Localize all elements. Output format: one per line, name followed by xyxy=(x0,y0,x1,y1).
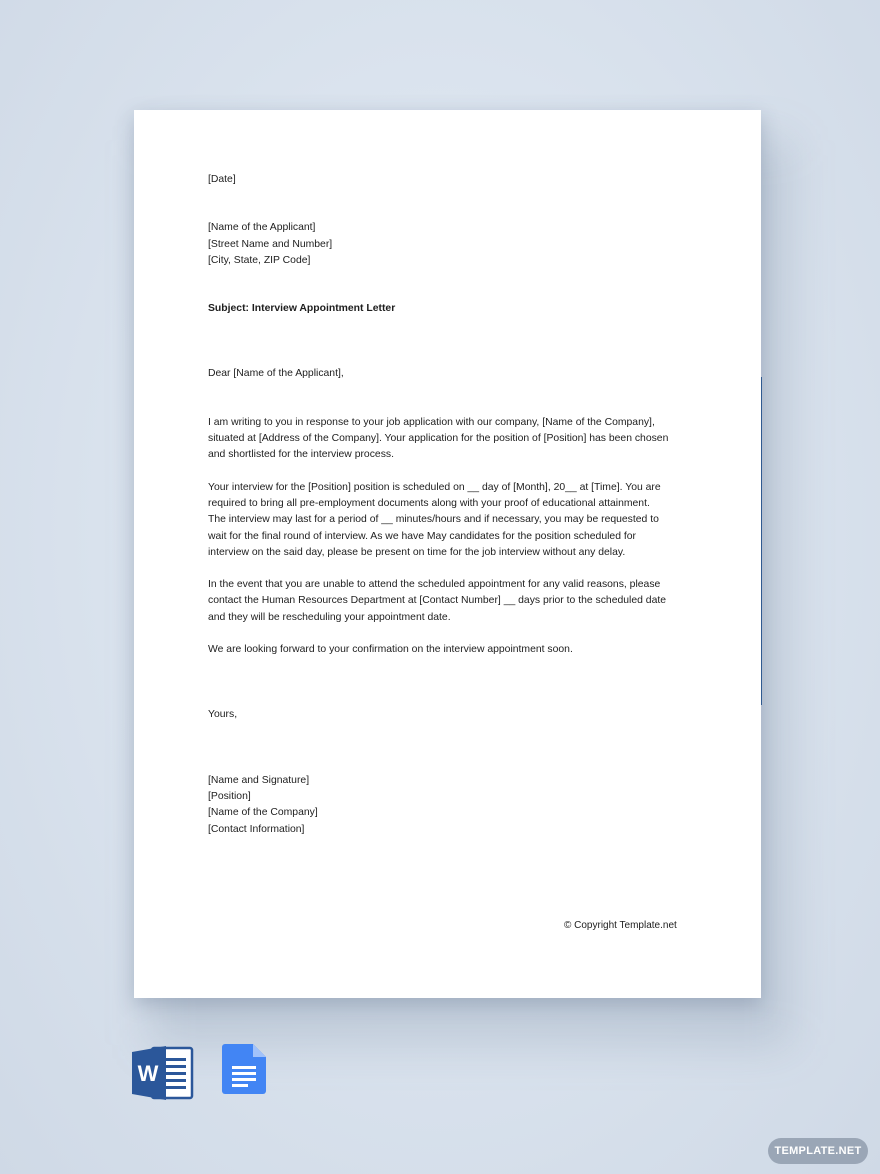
closing: Yours, xyxy=(208,709,238,721)
signature-line: [Name of the Company] xyxy=(208,807,318,819)
paragraph-line: situated at [Address of the Company]. Your application for the position of [Position] has been chosen xyxy=(208,433,669,445)
paragraph-4 xyxy=(208,642,694,658)
paragraph-line: I am writing to you in response to your job application with our company, [Name of the Company], xyxy=(208,416,655,428)
spacer xyxy=(208,626,694,642)
spacer xyxy=(208,269,694,301)
spacer xyxy=(208,724,694,773)
signature-line: [Position] xyxy=(208,790,251,802)
address-line: [City, State, ZIP Code] xyxy=(208,254,311,266)
paragraph-1 xyxy=(208,415,694,464)
subject-line: Subject: Interview Appointment Letter xyxy=(208,303,396,315)
word-letter: W xyxy=(137,1061,159,1086)
spacer xyxy=(208,188,694,220)
spacer xyxy=(208,464,694,480)
letter-page xyxy=(134,110,761,998)
paragraph-line: and they will be rescheduling your appointment date. xyxy=(208,611,451,623)
spacer xyxy=(208,383,694,415)
signature-block xyxy=(208,773,694,838)
paragraph-line: interview on the said day, please be present on time for the job interview without any delay. xyxy=(208,546,626,558)
paragraph-line: wait for the final round of interview. As we have May candidates for the position scheduled for xyxy=(208,530,636,542)
paragraph-line: In the event that you are unable to attend the scheduled appointment for any valid reasons, please xyxy=(208,579,661,591)
signature-line: [Name and Signature] xyxy=(208,774,310,786)
salutation: Dear [Name of the Applicant], xyxy=(208,368,344,380)
signature-line: [Contact Information] xyxy=(208,823,305,835)
paragraph-line: The interview may last for a period of __ minutes/hours and if necessary, you may be requested to xyxy=(208,514,659,526)
paragraph-2 xyxy=(208,480,694,561)
google-docs-icon[interactable] xyxy=(222,1044,268,1094)
address-line: [Street Name and Number] xyxy=(208,238,333,250)
paragraph-line: We are looking forward to your confirmation on the interview appointment soon. xyxy=(208,644,573,656)
spacer xyxy=(208,658,694,707)
microsoft-word-icon[interactable] xyxy=(132,1044,194,1102)
letter-body xyxy=(208,172,694,838)
paragraph-line: required to bring all pre-employment documents along with your proof of educational attainment. xyxy=(208,497,650,509)
date-line: [Date] xyxy=(208,174,236,185)
spacer xyxy=(208,561,694,577)
paragraph-3 xyxy=(208,577,694,626)
recipient-address xyxy=(208,220,694,269)
paragraph-line: contact the Human Resources Department at [Contact Number] __ days prior to the scheduled date xyxy=(208,595,667,607)
paragraph-line: and shortlisted for the interview process. xyxy=(208,449,394,461)
template-net-badge[interactable]: TEMPLATE.NET xyxy=(768,1138,868,1164)
address-line: [Name of the Applicant] xyxy=(208,222,316,234)
spacer xyxy=(208,317,694,366)
copyright-notice: © Copyright Template.net xyxy=(564,920,677,931)
paragraph-line: Your interview for the [Position] position is scheduled on __ day of [Month], 20__ at [Time]. You are xyxy=(208,481,661,493)
